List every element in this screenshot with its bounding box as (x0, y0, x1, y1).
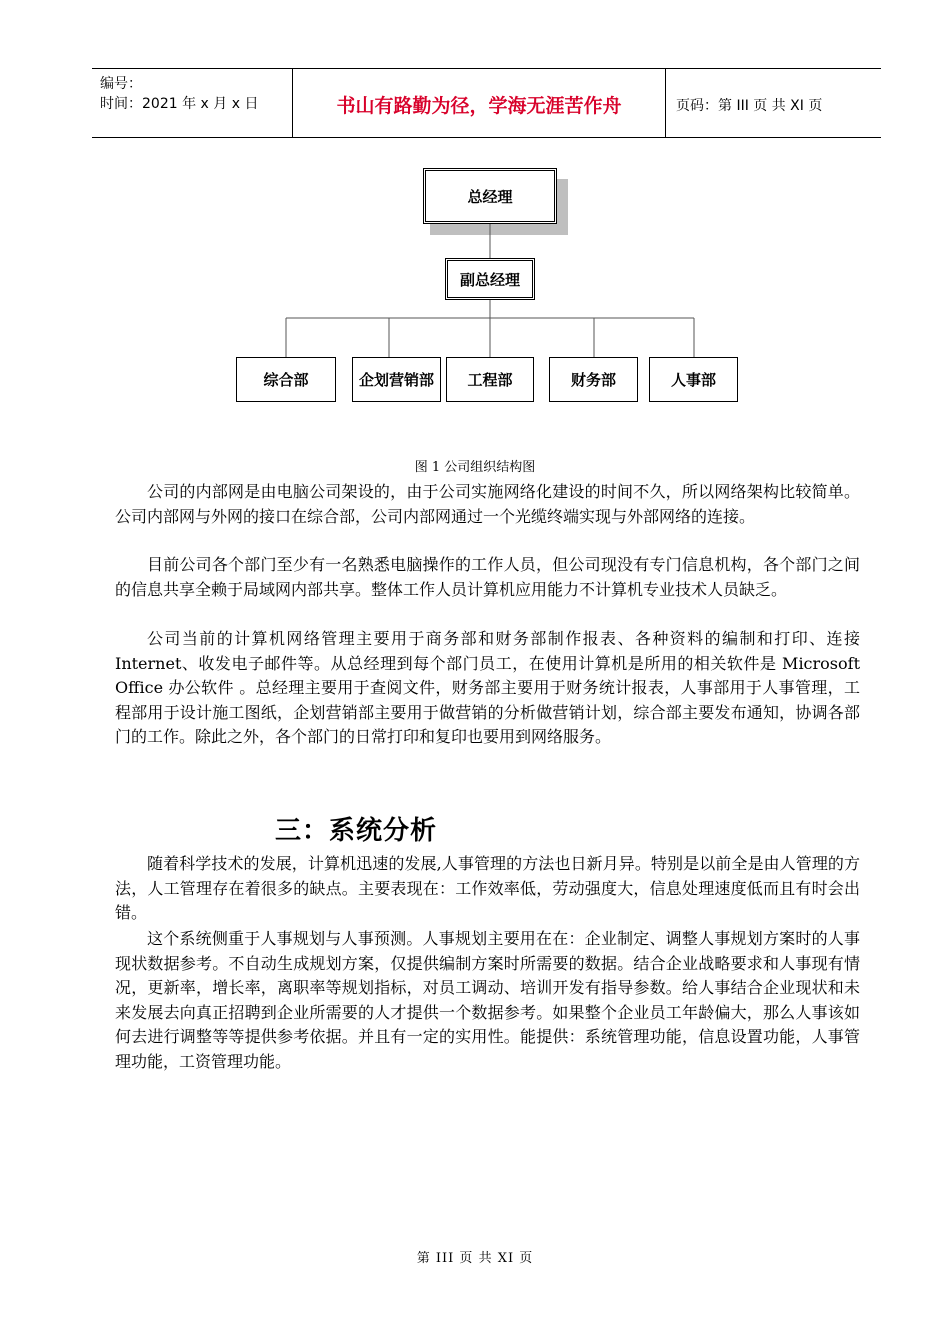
page-label: 页码：第 III 页 共 XI 页 (676, 98, 823, 114)
org-box-deputy-manager: 副总经理 (445, 258, 535, 300)
section-title: 三：系统分析 (275, 816, 438, 846)
org-chart (0, 0, 950, 420)
paragraph-2: 目前公司各个部门至少有一名熟悉电脑操作的工作人员，但公司现没有专门信息机构，各个部门之间的信息共享全赖于局域网内部共享。整体工作人员计算机应用能力不计算机专业技术人员缺乏。 (115, 555, 860, 599)
number-label: 编号： (100, 76, 142, 92)
time-label: 时间：2021 年 x 月 x 日 (100, 96, 259, 112)
org-box-dept-1: 综合部 (236, 357, 336, 402)
figure-caption: 图 1 公司组织结构图 (414, 460, 536, 475)
org-box-general-manager: 总经理 (423, 168, 557, 224)
paragraph-1: 公司的内部网是由电脑公司架设的，由于公司实施网络化建设的时间不久，所以网络架构比较简单。公司内部网与外网的接口在综合部，公司内部网通过一个光缆终端实现与外部网络的连接。 (115, 482, 860, 526)
page-footer: 第 III 页 共 XI 页 (416, 1251, 534, 1266)
paragraph-4: 随着科学技术的发展，计算机迅速的发展,人事管理的方法也日新月异。特别是以前全是由人管理的方法，人工管理存在着很多的缺点。主要表现在：工作效率低，劳动强度大，信息处理速度低而且有时会出错。 (115, 854, 860, 922)
org-box-dept-5: 人事部 (649, 357, 738, 402)
org-box-dept-4: 财务部 (549, 357, 638, 402)
org-box-dept-2: 企划营销部 (352, 357, 441, 402)
org-box-dept-3: 工程部 (446, 357, 534, 402)
paragraph-3: 公司当前的计算机网络管理主要用于商务部和财务部制作报表、各种资料的编制和打印、连接 Internet、收发电子邮件等。从总经理到每个部门员工，在使用计算机是所用的相关软件是 Microsoft Office 办公软件 。总经理主要用于查阅文件，财务部主要用于财务统计报表，人事部用于人事管理，工程部用于设计施工图纸，企划营销部主要用于做营销的分析做营销计划，综合部主要发布通知，协调各部门的工作。除此之外，各个部门的日常打印和复印也要用到网络服务。 (115, 629, 860, 746)
paragraph-5: 这个系统侧重于人事规划与人事预测。人事规划主要用在在：企业制定、调整人事规划方案时的人事现状数据参考。不自动生成规划方案，仅提供编制方案时所需要的数据。结合企业战略要求和人事现有情况，更新率，增长率，离职率等规划指标，对员工调动、培训开发有指导参数。给人事结合企业现状和未来发展去向真正招聘到企业所需要的人才提供一个数据参考。如果整个企业员工年龄偏大，那么人事该如何去进行调整等等提供参考依据。并且有一定的实用性。能提供：系统管理功能，信息设置功能，人事管理功能，工资管理功能。 (115, 929, 860, 1071)
header-motto: 书山有路勤为径，学海无涯苦作舟 (336, 95, 622, 117)
